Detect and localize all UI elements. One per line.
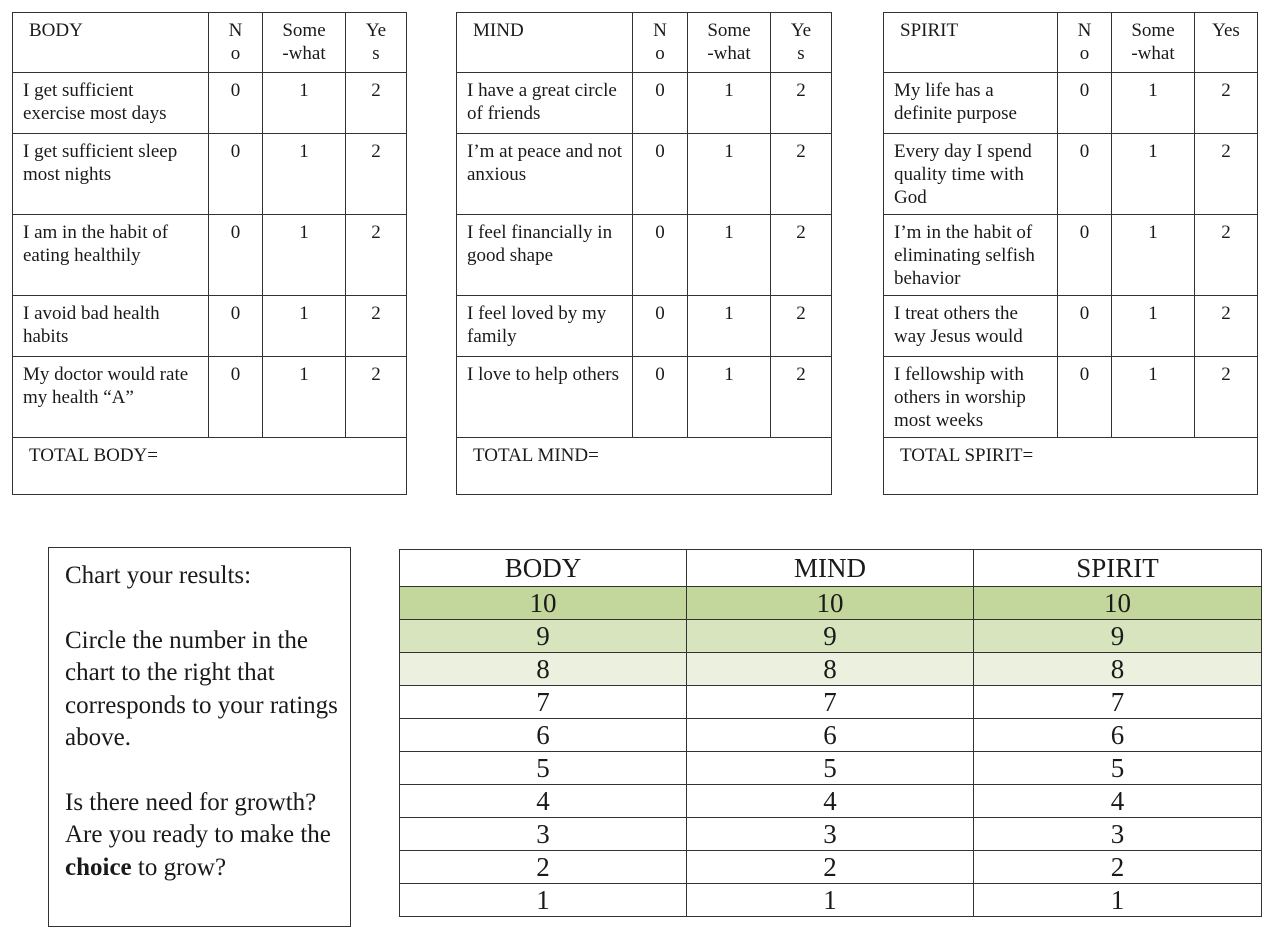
mind-col-no: N o	[633, 13, 688, 73]
spirit-rating-table	[883, 12, 1258, 495]
chart-cell-mind-9[interactable]: 9	[687, 620, 974, 653]
statement: I avoid bad health habits	[13, 296, 209, 357]
score-yes[interactable]: 2	[346, 134, 407, 215]
spirit-total-row	[884, 438, 1258, 495]
table-row	[457, 134, 832, 215]
chart-cell-body-4[interactable]: 4	[400, 785, 687, 818]
score-somewhat[interactable]: 1	[688, 296, 771, 357]
chart-cell-mind-3[interactable]: 3	[687, 818, 974, 851]
chart-cell-body-5[interactable]: 5	[400, 752, 687, 785]
chart-cell-mind-2[interactable]: 2	[687, 851, 974, 884]
mind-total-label[interactable]: TOTAL MIND=	[457, 438, 832, 495]
table-row	[400, 719, 1262, 752]
table-row	[400, 752, 1262, 785]
statement: I treat others the way Jesus would	[884, 296, 1058, 357]
score-yes[interactable]: 2	[346, 215, 407, 296]
table-row	[457, 73, 832, 134]
table-row	[457, 296, 832, 357]
score-somewhat[interactable]: 1	[1112, 357, 1195, 438]
chart-cell-spirit-5[interactable]: 5	[974, 752, 1262, 785]
score-somewhat[interactable]: 1	[1112, 296, 1195, 357]
table-row	[884, 296, 1258, 357]
chart-cell-spirit-10[interactable]: 10	[974, 587, 1262, 620]
chart-cell-mind-4[interactable]: 4	[687, 785, 974, 818]
score-no[interactable]: 0	[209, 296, 263, 357]
chart-cell-mind-6[interactable]: 6	[687, 719, 974, 752]
body-title: BODY	[13, 13, 209, 73]
score-no[interactable]: 0	[1058, 357, 1112, 438]
body-total-label[interactable]: TOTAL BODY=	[13, 438, 407, 495]
score-no[interactable]: 0	[209, 134, 263, 215]
score-somewhat[interactable]: 1	[263, 357, 346, 438]
chart-header-row	[400, 550, 1262, 587]
statement: I am in the habit of eating healthily	[13, 215, 209, 296]
score-somewhat[interactable]: 1	[688, 357, 771, 438]
statement: I get sufficient sleep most nights	[13, 134, 209, 215]
chart-cell-spirit-8[interactable]: 8	[974, 653, 1262, 686]
spirit-header-row	[884, 13, 1258, 73]
score-yes[interactable]: 2	[1195, 73, 1258, 134]
table-row	[13, 296, 407, 357]
chart-cell-body-9[interactable]: 9	[400, 620, 687, 653]
chart-cell-spirit-6[interactable]: 6	[974, 719, 1262, 752]
chart-cell-spirit-9[interactable]: 9	[974, 620, 1262, 653]
statement: I get sufficient exercise most days	[13, 73, 209, 134]
table-row	[400, 785, 1262, 818]
score-no[interactable]: 0	[1058, 296, 1112, 357]
score-no[interactable]: 0	[633, 134, 688, 215]
chart-cell-body-1[interactable]: 1	[400, 884, 687, 917]
chart-cell-body-7[interactable]: 7	[400, 686, 687, 719]
score-yes[interactable]: 2	[346, 296, 407, 357]
score-no[interactable]: 0	[209, 357, 263, 438]
score-no[interactable]: 0	[633, 73, 688, 134]
table-row	[884, 357, 1258, 438]
mind-col-yes: Ye s	[771, 13, 832, 73]
chart-cell-mind-10[interactable]: 10	[687, 587, 974, 620]
table-row	[400, 587, 1262, 620]
mind-total-row	[457, 438, 832, 495]
chart-cell-body-3[interactable]: 3	[400, 818, 687, 851]
score-no[interactable]: 0	[633, 296, 688, 357]
chart-cell-body-6[interactable]: 6	[400, 719, 687, 752]
table-row	[400, 686, 1262, 719]
table-row	[457, 357, 832, 438]
chart-cell-mind-5[interactable]: 5	[687, 752, 974, 785]
chart-header-mind: MIND	[687, 550, 974, 587]
instructions-circle-text: Circle the number in the chart to the right that corresponds to your ratings above.	[65, 626, 338, 751]
statement: I fellowship with others in worship most weeks	[884, 357, 1058, 438]
spirit-col-yes: Yes	[1195, 13, 1258, 73]
statement: I love to help others	[457, 357, 633, 438]
mind-header-row	[457, 13, 832, 73]
mind-rating-table	[456, 12, 832, 495]
score-yes[interactable]: 2	[771, 134, 832, 215]
score-no[interactable]: 0	[209, 73, 263, 134]
table-row	[884, 215, 1258, 296]
chart-cell-spirit-7[interactable]: 7	[974, 686, 1262, 719]
statement: I feel financially in good shape	[457, 215, 633, 296]
table-row	[400, 620, 1262, 653]
chart-header-spirit: SPIRIT	[974, 550, 1262, 587]
chart-cell-spirit-3[interactable]: 3	[974, 818, 1262, 851]
score-somewhat[interactable]: 1	[1112, 215, 1195, 296]
instructions-growth-question: Is there need for growth? Are you ready to make the choice to grow?	[65, 788, 331, 881]
statement: I feel loved by my family	[457, 296, 633, 357]
score-somewhat[interactable]: 1	[688, 73, 771, 134]
chart-cell-body-10[interactable]: 10	[400, 587, 687, 620]
statement: I’m in the habit of eliminating selfish behavior	[884, 215, 1058, 296]
score-somewhat[interactable]: 1	[263, 215, 346, 296]
score-yes[interactable]: 2	[1195, 215, 1258, 296]
table-row	[13, 215, 407, 296]
chart-cell-spirit-2[interactable]: 2	[974, 851, 1262, 884]
spirit-col-somewhat: Some -what	[1112, 13, 1195, 73]
body-total-row	[13, 438, 407, 495]
body-col-no: N o	[209, 13, 263, 73]
score-somewhat[interactable]: 1	[1112, 73, 1195, 134]
table-row	[884, 73, 1258, 134]
score-yes[interactable]: 2	[771, 215, 832, 296]
score-yes[interactable]: 2	[346, 357, 407, 438]
score-yes[interactable]: 2	[1195, 357, 1258, 438]
mind-col-somewhat: Some -what	[688, 13, 771, 73]
score-yes[interactable]: 2	[346, 73, 407, 134]
score-somewhat[interactable]: 1	[1112, 134, 1195, 215]
statement: I have a great circle of friends	[457, 73, 633, 134]
chart-cell-mind-8[interactable]: 8	[687, 653, 974, 686]
score-somewhat[interactable]: 1	[688, 134, 771, 215]
chart-cell-body-2[interactable]: 2	[400, 851, 687, 884]
score-somewhat[interactable]: 1	[263, 296, 346, 357]
score-somewhat[interactable]: 1	[263, 73, 346, 134]
statement: I’m at peace and not anxious	[457, 134, 633, 215]
score-yes[interactable]: 2	[771, 73, 832, 134]
score-yes[interactable]: 2	[1195, 134, 1258, 215]
body-rating-table	[12, 12, 407, 495]
spirit-col-no: N o	[1058, 13, 1112, 73]
score-no[interactable]: 0	[1058, 215, 1112, 296]
table-row	[457, 215, 832, 296]
score-yes[interactable]: 2	[771, 296, 832, 357]
statement: My life has a definite purpose	[884, 73, 1058, 134]
instructions-box	[48, 547, 351, 927]
score-somewhat[interactable]: 1	[263, 134, 346, 215]
table-row	[13, 73, 407, 134]
score-yes[interactable]: 2	[1195, 296, 1258, 357]
chart-cell-mind-1[interactable]: 1	[687, 884, 974, 917]
chart-cell-spirit-1[interactable]: 1	[974, 884, 1262, 917]
chart-header-body: BODY	[400, 550, 687, 587]
body-header-row	[13, 13, 407, 73]
body-col-yes: Ye s	[346, 13, 407, 73]
chart-cell-spirit-4[interactable]: 4	[974, 785, 1262, 818]
table-row	[884, 134, 1258, 215]
table-row	[400, 653, 1262, 686]
score-no[interactable]: 0	[209, 215, 263, 296]
table-row	[13, 357, 407, 438]
instructions-heading: Chart your results:	[65, 562, 252, 589]
mind-title: MIND	[457, 13, 633, 73]
score-no[interactable]: 0	[633, 215, 688, 296]
score-yes[interactable]: 2	[771, 357, 832, 438]
score-no[interactable]: 0	[633, 357, 688, 438]
results-chart	[399, 549, 1262, 917]
table-row	[13, 134, 407, 215]
statement: My doctor would rate my health “A”	[13, 357, 209, 438]
score-somewhat[interactable]: 1	[688, 215, 771, 296]
score-no[interactable]: 0	[1058, 134, 1112, 215]
choice-emphasis: choice	[65, 853, 132, 881]
body-col-somewhat: Some -what	[263, 13, 346, 73]
chart-cell-body-8[interactable]: 8	[400, 653, 687, 686]
table-row	[400, 884, 1262, 917]
table-row	[400, 818, 1262, 851]
score-no[interactable]: 0	[1058, 73, 1112, 134]
statement: Every day I spend quality time with God	[884, 134, 1058, 215]
spirit-total-label[interactable]: TOTAL SPIRIT=	[884, 438, 1258, 495]
spirit-title: SPIRIT	[884, 13, 1058, 73]
chart-cell-mind-7[interactable]: 7	[687, 686, 974, 719]
table-row	[400, 851, 1262, 884]
